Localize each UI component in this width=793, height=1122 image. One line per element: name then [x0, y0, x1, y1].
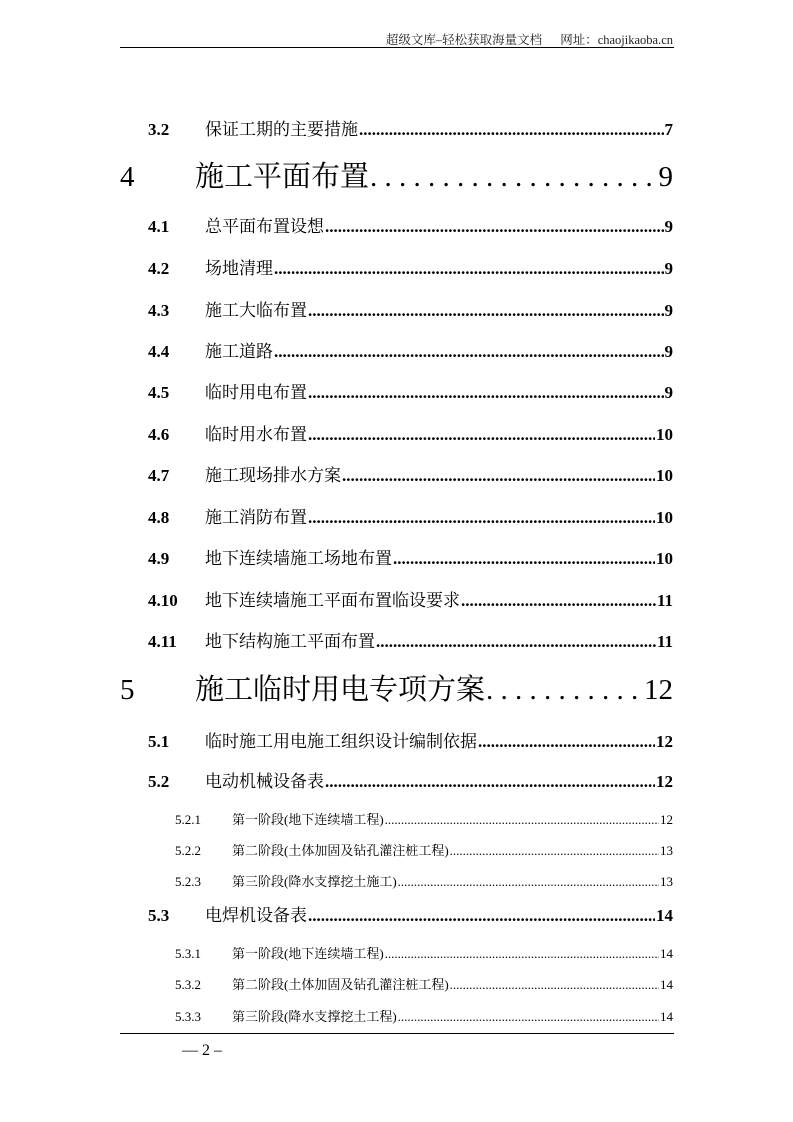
toc-entry-title: 总平面布置设想	[205, 217, 324, 236]
toc-entry-title: 地下结构施工平面布置	[205, 632, 375, 651]
toc-entry-title: 第二阶段(土体加固及钻孔灌注桩工程)	[232, 977, 449, 992]
toc-entry-page: 10	[656, 425, 673, 444]
header-site: 网址：chaojikaoba.cn	[560, 33, 673, 47]
page-number: — 2 –	[182, 1042, 222, 1059]
toc-entry-number: 5.2.1	[175, 812, 201, 827]
toc-entry-page: 14	[660, 1009, 673, 1024]
toc-entry-number: 4.8	[148, 508, 170, 527]
toc-entry-page: 10	[656, 466, 673, 485]
dot-leader	[325, 772, 655, 791]
dot-leader	[376, 632, 656, 651]
toc-entry[interactable]	[175, 809, 673, 827]
toc-entry-page: 9	[658, 161, 673, 193]
toc-entry-number: 4.3	[148, 301, 170, 320]
dot-leader	[398, 1009, 659, 1024]
toc-entry[interactable]	[175, 943, 673, 961]
toc-entry-number: 4.5	[148, 383, 170, 402]
toc-entry[interactable]	[175, 871, 673, 889]
toc-entry-page: 14	[660, 946, 673, 961]
toc-entry-number: 5.2.3	[175, 874, 201, 889]
toc-entry-number: 3.2	[148, 120, 170, 139]
toc-entry[interactable]	[148, 503, 673, 527]
dot-leader	[461, 591, 656, 610]
page-header	[386, 30, 673, 48]
toc-entry-page: 13	[660, 874, 673, 889]
dot-leader	[308, 425, 655, 444]
toc-entry-page: 11	[656, 591, 673, 610]
toc-entry[interactable]	[148, 254, 673, 278]
dot-leader	[450, 977, 659, 992]
toc-entry-title: 第一阶段(地下连续墙工程)	[232, 812, 384, 827]
toc-entry-number: 5.1	[148, 732, 170, 751]
toc-entry-number: 4.7	[148, 466, 170, 485]
header-rule	[120, 47, 674, 48]
dot-leader	[308, 301, 664, 320]
toc-entry-page: 14	[660, 977, 673, 992]
dot-leader	[308, 383, 664, 402]
toc-entry[interactable]	[148, 296, 673, 320]
toc-entry[interactable]	[148, 767, 673, 791]
dot-leader	[450, 843, 659, 858]
toc-entry[interactable]	[148, 337, 673, 361]
dot-leader	[393, 549, 655, 568]
toc-entry-title: 电动机械设备表	[205, 772, 324, 791]
toc-entry[interactable]	[175, 974, 673, 992]
toc-entry-number: 5.3.3	[175, 1009, 201, 1024]
toc-entry-page: 9	[664, 259, 673, 278]
toc-entry-page: 10	[656, 549, 673, 568]
toc-entry-page: 11	[656, 632, 673, 651]
header-library: 超级文库–轻松获取海量文档	[385, 33, 543, 47]
toc-entry-number: 4.11	[148, 632, 177, 651]
toc-entry[interactable]	[175, 840, 673, 858]
toc-entry-title: 施工大临布置	[205, 301, 307, 320]
toc-entry-number: 4.4	[148, 342, 170, 361]
toc-entry[interactable]	[148, 420, 673, 444]
toc-entry[interactable]	[120, 667, 673, 707]
dot-leader	[486, 674, 637, 707]
toc-entry-title: 第三阶段(降水支撑挖土施工)	[232, 874, 397, 889]
footer-rule	[120, 1033, 674, 1034]
dot-leader	[274, 342, 664, 361]
dot-leader	[274, 259, 664, 278]
dot-leader	[385, 946, 659, 961]
toc-entry-title: 临时用水布置	[205, 425, 307, 444]
toc-entry[interactable]	[175, 1006, 673, 1024]
toc-entry[interactable]	[148, 586, 673, 610]
toc-entry-title: 施工现场排水方案	[205, 466, 341, 485]
toc-entry[interactable]	[148, 901, 673, 925]
toc-entry-page: 7	[664, 120, 673, 139]
dot-leader	[398, 874, 659, 889]
toc-entry-number: 5.3.1	[175, 946, 201, 961]
toc-entry-number: 4	[120, 161, 135, 193]
toc-entry-title: 保证工期的主要措施	[205, 120, 358, 139]
dot-leader	[478, 732, 655, 751]
toc-entry-title: 施工临时用电专项方案	[195, 674, 486, 706]
toc-entry-title: 第二阶段(土体加固及钻孔灌注桩工程)	[232, 843, 449, 858]
toc-entry-title: 临时用电布置	[205, 383, 307, 402]
dot-leader	[359, 120, 664, 139]
toc-entry-number: 5.2.2	[175, 843, 201, 858]
toc-entry-number: 5.2	[148, 772, 170, 791]
toc-entry-page: 10	[656, 508, 673, 527]
toc-entry-title: 施工平面布置	[195, 161, 370, 193]
toc-entry-page: 14	[656, 906, 673, 925]
toc-entry[interactable]	[148, 378, 673, 402]
toc-entry[interactable]	[148, 212, 673, 236]
dot-leader	[308, 508, 655, 527]
toc-entry-page: 12	[660, 812, 673, 827]
toc-entry-page: 9	[664, 383, 673, 402]
toc-entry-page: 13	[660, 843, 673, 858]
toc-entry-number: 4.9	[148, 549, 170, 568]
toc-entry-title: 临时施工用电施工组织设计编制依据	[205, 732, 477, 751]
toc-entry-title: 电焊机设备表	[205, 906, 307, 925]
dot-leader	[342, 466, 655, 485]
toc-entry-title: 第三阶段(降水支撑挖土工程)	[232, 1009, 397, 1024]
toc-entry-number: 4.2	[148, 259, 170, 278]
toc-entry-number: 4.1	[148, 217, 170, 236]
toc-entry-number: 4.10	[148, 591, 178, 610]
toc-entry-number: 5.3	[148, 906, 170, 925]
toc-entry-page: 9	[664, 342, 673, 361]
toc-entry[interactable]	[148, 627, 673, 651]
toc-entry[interactable]	[148, 727, 673, 751]
toc-entry[interactable]	[148, 544, 673, 568]
toc-entry-title: 施工消防布置	[205, 508, 307, 527]
toc-entry-title: 施工道路	[205, 342, 273, 361]
dot-leader	[370, 161, 651, 194]
toc-entry-page: 12	[656, 732, 673, 751]
toc-entry-page: 12	[644, 674, 673, 706]
toc-entry-number: 4.6	[148, 425, 170, 444]
toc-entry-page: 9	[664, 217, 673, 236]
toc-entry-page: 9	[664, 301, 673, 320]
toc-entry-number: 5	[120, 674, 135, 706]
dot-leader	[308, 906, 655, 925]
dot-leader	[325, 217, 664, 236]
toc-entry[interactable]	[148, 461, 673, 485]
toc-entry-page: 12	[656, 772, 673, 791]
toc-entry-title: 地下连续墙施工场地布置	[205, 549, 392, 568]
toc-entry-title: 地下连续墙施工平面布置临设要求	[205, 591, 460, 610]
toc-entry-title: 场地清理	[205, 259, 273, 278]
dot-leader	[385, 812, 659, 827]
toc-entry[interactable]	[120, 154, 673, 194]
toc-entry[interactable]	[148, 115, 673, 139]
toc-entry-title: 第一阶段(地下连续墙工程)	[232, 946, 384, 961]
toc-entry-number: 5.3.2	[175, 977, 201, 992]
